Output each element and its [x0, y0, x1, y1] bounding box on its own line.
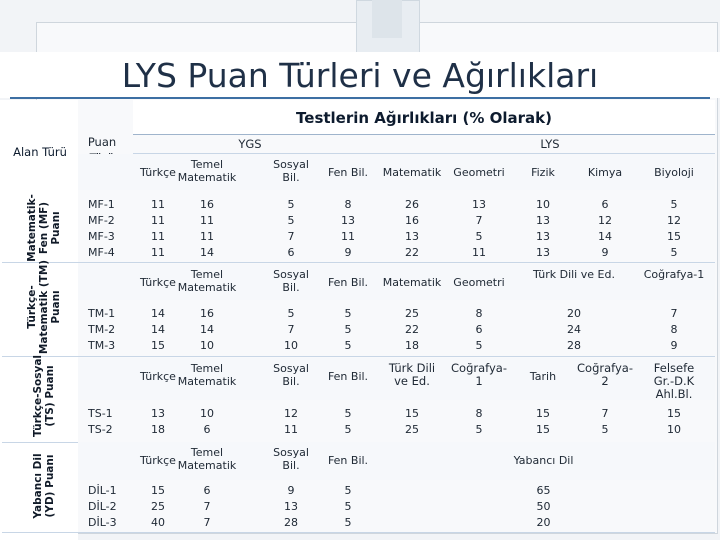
- tm-section-divider: [78, 356, 715, 357]
- mf-section-label-line: Matematik-: [26, 194, 38, 262]
- tm-section-label: [26, 257, 62, 357]
- tm-cell: 7: [287, 323, 295, 336]
- yd-header-4: Yabancı Dil: [513, 454, 574, 467]
- mf-cell: 11: [151, 214, 165, 227]
- tm-cell: 14: [151, 323, 165, 336]
- ts-cell: 11: [284, 423, 298, 436]
- ts-cell: 8: [475, 407, 483, 420]
- ts-cell: 15: [667, 407, 681, 420]
- tm-cell: 5: [344, 339, 352, 352]
- yd-header-1: Temel Matematik: [177, 446, 237, 472]
- tm-header-7: Coğrafya-1: [643, 268, 705, 281]
- mf-cell: 11: [151, 230, 165, 243]
- mf-type-3: MF-4: [88, 246, 115, 259]
- mf-header-5: Geometri: [453, 166, 505, 179]
- ts-header-0: Türkçe: [140, 370, 176, 383]
- yd-section-label: [32, 440, 56, 532]
- tm-header-0: Türkçe: [140, 276, 176, 289]
- ts-header-6: Tarih: [529, 370, 557, 383]
- mf-cell: 7: [287, 230, 295, 243]
- mf-cell: 12: [598, 214, 612, 227]
- tm-type-2: TM-3: [88, 339, 116, 352]
- mf-cell: 13: [405, 230, 419, 243]
- ts-type-1: TS-2: [88, 423, 113, 436]
- yd-header-3: Fen Bil.: [327, 454, 369, 467]
- tm-cell: 16: [200, 307, 214, 320]
- yd-cell: 7: [203, 500, 211, 513]
- ts-header-1: Temel Matematik: [177, 362, 237, 388]
- mf-section-label-line: Puanı: [50, 211, 62, 245]
- tm-cell: 5: [287, 307, 295, 320]
- tm-section-label-line: Türkçe-: [26, 285, 38, 329]
- tm-header-4: Matematik: [382, 276, 442, 289]
- tm-cell: 22: [405, 323, 419, 336]
- weights-header: [133, 100, 715, 135]
- ts-type-0: TS-1: [88, 407, 113, 420]
- mf-header-2: Sosyal Bil.: [273, 158, 309, 184]
- mf-section-label-line: Fen (MF): [38, 201, 50, 255]
- ts-header-4: Türk Dili ve Ed.: [388, 361, 436, 388]
- ts-cell: 25: [405, 423, 419, 436]
- tm-cell: 8: [475, 307, 483, 320]
- yd-section-label-line: Yabancı Dil: [32, 453, 44, 519]
- ts-cell: 15: [405, 407, 419, 420]
- mf-cell: 5: [670, 246, 678, 259]
- tm-cell: 8: [670, 323, 678, 336]
- yd-type-0: DİL-1: [88, 484, 117, 497]
- title-underline: [10, 97, 710, 99]
- mf-cell: 11: [200, 214, 214, 227]
- ts-cell: 6: [203, 423, 211, 436]
- mf-header-8: Biyoloji: [654, 166, 694, 179]
- mf-header-3: Fen Bil.: [327, 166, 369, 179]
- mf-type-2: MF-3: [88, 230, 115, 243]
- mf-cell: 8: [344, 198, 352, 211]
- tm-cell: 28: [567, 339, 581, 352]
- mf-cell: 16: [405, 214, 419, 227]
- ts-cell: 13: [151, 407, 165, 420]
- mf-cell: 22: [405, 246, 419, 259]
- tm-cell: 25: [405, 307, 419, 320]
- ts-cell: 5: [601, 423, 609, 436]
- tm-section-label-line: Matematik (TM): [38, 259, 50, 355]
- mf-cell: 13: [536, 230, 550, 243]
- ts-cell: 5: [344, 423, 352, 436]
- yd-cell: 65: [536, 484, 551, 497]
- yd-cell: 9: [287, 484, 295, 497]
- ts-cell: 10: [200, 407, 214, 420]
- tm-cell: 5: [475, 339, 483, 352]
- tm-cell: 5: [344, 323, 352, 336]
- yd-cell: 13: [284, 500, 298, 513]
- mf-cell: 6: [601, 198, 609, 211]
- tm-cell: 14: [200, 323, 214, 336]
- mf-section-divider: [78, 262, 715, 263]
- mf-cell: 11: [341, 230, 355, 243]
- mf-cell: 11: [472, 246, 486, 259]
- tm-cell: 9: [670, 339, 678, 352]
- tm-cell: 14: [151, 307, 165, 320]
- mf-cell: 26: [405, 198, 419, 211]
- puan-turu-label-1: Puan: [87, 135, 117, 149]
- tm-header-2: Sosyal Bil.: [273, 268, 309, 294]
- tm-cell: 5: [344, 307, 352, 320]
- mf-header-6: Fizik: [531, 166, 555, 179]
- ts-cell: 12: [284, 407, 298, 420]
- ts-section-label-line: Türkçe-Sosyal: [32, 354, 44, 438]
- yd-section-divider: [78, 532, 715, 533]
- mf-cell: 14: [200, 246, 214, 259]
- ts-cell: 18: [151, 423, 165, 436]
- mf-cell: 6: [287, 246, 295, 259]
- ts-header-5: Coğrafya-1: [451, 361, 507, 388]
- weights-title: Testlerin Ağırlıkları (% Olarak): [296, 109, 552, 127]
- ts-cell: 5: [475, 423, 483, 436]
- yd-cell: 5: [344, 500, 352, 513]
- yd-cell: 28: [284, 516, 298, 529]
- slide-title: LYS Puan Türleri ve Ağırlıkları: [121, 56, 599, 95]
- yd-cell: 40: [151, 516, 165, 529]
- mf-cell: 12: [667, 214, 681, 227]
- tm-cell: 15: [151, 339, 165, 352]
- yd-left-divider: [2, 532, 78, 533]
- ts-header-8: Felsefe Gr.-D.K Ahl.Bl.: [653, 361, 695, 401]
- yd-cell: 20: [536, 516, 551, 529]
- mf-type-0: MF-1: [88, 198, 115, 211]
- tm-cell: 7: [670, 307, 678, 320]
- mf-cell: 5: [287, 198, 295, 211]
- ts-cell: 15: [536, 407, 550, 420]
- mf-cell: 11: [151, 198, 165, 211]
- mf-header-4: Matematik: [382, 166, 442, 179]
- mf-cell: 16: [200, 198, 214, 211]
- mf-cell: 5: [670, 198, 678, 211]
- tm-cell: 24: [567, 323, 581, 336]
- ts-cell: 10: [667, 423, 681, 436]
- ts-header-3: Fen Bil.: [327, 370, 369, 383]
- yd-cell: 6: [203, 484, 211, 497]
- tm-cell: 18: [405, 339, 419, 352]
- mf-cell: 13: [341, 214, 355, 227]
- tm-section-label-line: Puanı: [50, 290, 62, 324]
- yd-cell: 5: [344, 484, 352, 497]
- mf-cell: 9: [344, 246, 352, 259]
- yd-cell: 50: [536, 500, 551, 513]
- yd-cell: 5: [344, 516, 352, 529]
- mf-cell: 15: [667, 230, 681, 243]
- mf-cell: 13: [472, 198, 486, 211]
- mf-cell: 14: [598, 230, 612, 243]
- lys-label: LYS: [540, 137, 560, 151]
- yd-section-label-line: (YD) Puanı: [44, 454, 56, 518]
- tm-header-1: Temel Matematik: [177, 268, 237, 294]
- alan-turu-label: Alan Türü: [13, 145, 67, 159]
- mf-cell: 13: [536, 214, 550, 227]
- yd-cell: 25: [151, 500, 165, 513]
- ts-header-2: Sosyal Bil.: [273, 362, 309, 388]
- mf-cell: 11: [200, 230, 214, 243]
- yd-cell: 15: [151, 484, 165, 497]
- mf-cell: 5: [475, 230, 483, 243]
- ts-section-label: [32, 353, 56, 439]
- mf-cell: 10: [536, 198, 550, 211]
- tm-cell: 6: [475, 323, 483, 336]
- decorative-square-inner: [372, 0, 402, 38]
- mf-header-7: Kimya: [587, 166, 623, 179]
- mf-header-1: Temel Matematik: [177, 158, 237, 184]
- mf-cell: 9: [601, 246, 609, 259]
- mf-type-1: MF-2: [88, 214, 115, 227]
- tm-header-3: Fen Bil.: [327, 276, 369, 289]
- ts-cell: 15: [536, 423, 550, 436]
- tm-cell: 10: [200, 339, 214, 352]
- ts-cell: 7: [601, 407, 609, 420]
- ts-cell: 5: [344, 407, 352, 420]
- yd-header-0: Türkçe: [140, 454, 176, 467]
- mf-cell: 13: [536, 246, 550, 259]
- mf-cell: 5: [287, 214, 295, 227]
- mf-header-0: Türkçe: [140, 166, 176, 179]
- tm-cell: 20: [567, 307, 581, 320]
- yd-type-2: DİL-3: [88, 516, 117, 529]
- mf-cell: 11: [151, 246, 165, 259]
- ts-header-7: Coğrafya-2: [577, 361, 633, 388]
- yd-header-2: Sosyal Bil.: [273, 446, 309, 472]
- mf-cell: 7: [475, 214, 483, 227]
- tm-header-6: Türk Dili ve Ed.: [533, 268, 615, 281]
- ts-section-label-line: (TS) Puanı: [44, 365, 56, 427]
- tm-header-5: Geometri: [453, 276, 505, 289]
- yd-type-1: DİL-2: [88, 500, 117, 513]
- ygs-label: YGS: [238, 137, 262, 151]
- yd-cell: 7: [203, 516, 211, 529]
- tm-cell: 10: [284, 339, 298, 352]
- tm-type-0: TM-1: [88, 307, 116, 320]
- tm-type-1: TM-2: [88, 323, 116, 336]
